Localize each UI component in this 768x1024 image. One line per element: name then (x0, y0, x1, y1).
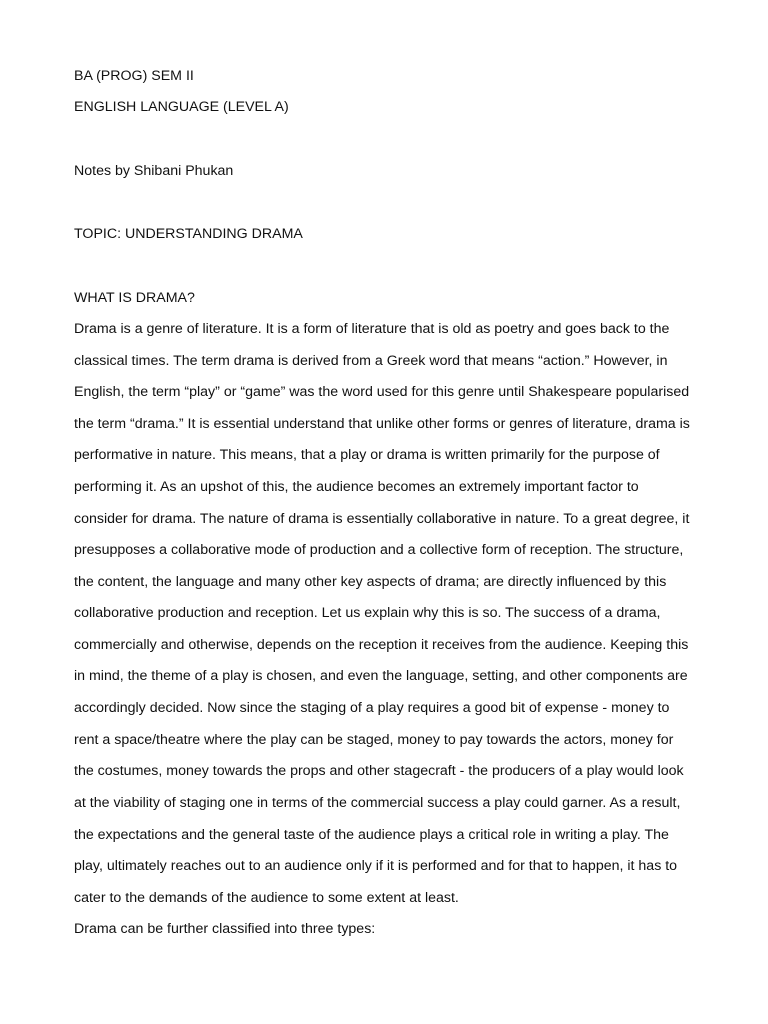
course-line: BA (PROG) SEM II (74, 68, 194, 84)
paragraph-line: Drama is a genre of literature. It is a form of literature that is old as poetry and goes back to the (74, 321, 670, 337)
paragraph-line: presupposes a collaborative mode of production and a collective form of reception. The structure, (74, 542, 684, 558)
paragraph-line: the content, the language and many other key aspects of drama; are directly influenced by this (74, 574, 667, 590)
paragraph-line: rent a space/theatre where the play can be staged, money to pay towards the actors, money for (74, 732, 674, 748)
paragraph-line: performative in nature. This means, that a play or drama is written primarily for the purpose of (74, 447, 660, 463)
closing-line: Drama can be further classified into three types: (74, 921, 376, 937)
paragraph-line: the term “drama.” It is essential understand that unlike other forms or genres of literature, drama is (74, 416, 690, 432)
paragraph-line: play, ultimately reaches out to an audience only if it is performed and for that to happen, it has to (74, 858, 678, 874)
subject-line: ENGLISH LANGUAGE (LEVEL A) (74, 99, 289, 115)
paragraph-line: cater to the demands of the audience to some extent at least. (74, 890, 459, 906)
paragraph-line: accordingly decided. Now since the staging of a play requires a good bit of expense - money to (74, 700, 670, 716)
paragraph-line: classical times. The term drama is derived from a Greek word that means “action.” However, in (74, 353, 668, 369)
topic-line: TOPIC: UNDERSTANDING DRAMA (74, 226, 303, 242)
paragraph-line: consider for drama. The nature of drama is essentially collaborative in nature. To a great degree, it (74, 511, 690, 527)
paragraph-line: performing it. As an upshot of this, the audience becomes an extremely important factor to (74, 479, 639, 495)
paragraph-line: the costumes, money towards the props and other stagecraft - the producers of a play would look (74, 763, 684, 779)
author-line: Notes by Shibani Phukan (74, 163, 234, 179)
paragraph-line: in mind, the theme of a play is chosen, and even the language, setting, and other components are (74, 668, 688, 684)
paragraph-line: commercially and otherwise, depends on the reception it receives from the audience. Keeping this (74, 637, 689, 653)
section-heading: WHAT IS DRAMA? (74, 290, 195, 306)
paragraph-line: at the viability of staging one in terms of the commercial success a play could garner. As a result, (74, 795, 681, 811)
paragraph-line: collaborative production and reception. Let us explain why this is so. The success of a drama, (74, 605, 661, 621)
paragraph-line: English, the term “play” or “game” was the word used for this genre until Shakespeare popularised (74, 384, 690, 400)
paragraph-line: the expectations and the general taste of the audience plays a critical role in writing a play. The (74, 827, 669, 843)
